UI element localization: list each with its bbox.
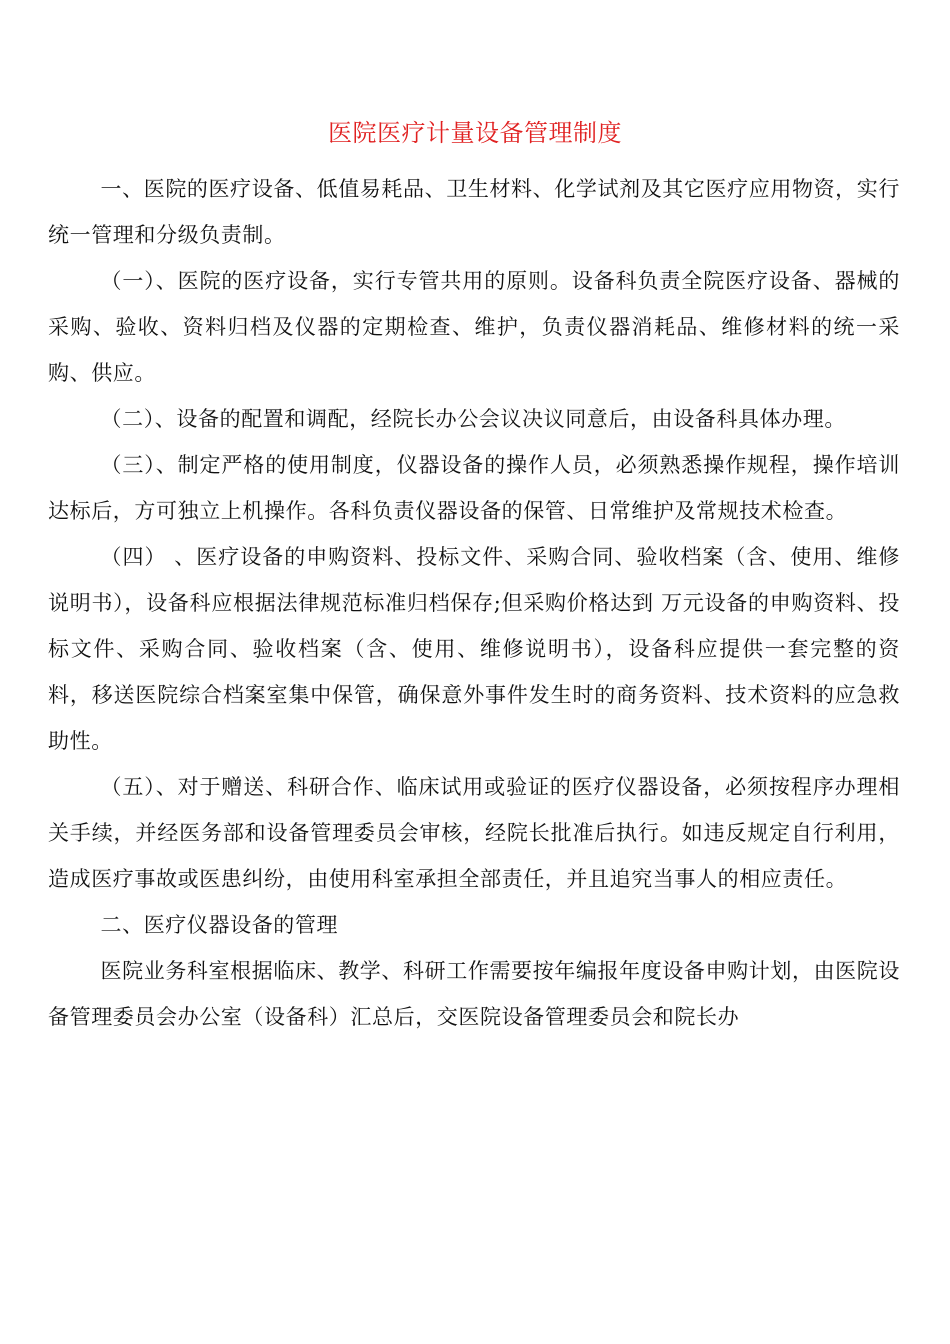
document-body xyxy=(48,166,900,1040)
paragraph-section-2-heading: 二、医疗仪器设备的管理 xyxy=(100,913,339,937)
paragraph-item-3: （三）、制定严格的使用制度，仪器设备的操作人员，必须熟悉操作规程，操作培训达标后，方可独立上机操作。各科负责仪器设备的保管、日常维护及常规技术检查。 xyxy=(48,453,900,523)
paragraph-item-4: （四） 、医疗设备的申购资料、投标文件、采购合同、验收档案（含、使用、维修说明书），设备科应根据法律规范标准归档保存;但采购价格达到 万元设备的申购资料、投标文件、采购合同、验收档案（含、使用、维修说明书），设备科应提供一套完整的资料，移送医院综合档案室集中保管，确保意外事件发生时的商务资料、技术资料的应急救助性。 xyxy=(48,545,900,753)
paragraph-section-2-body: 医院业务科室根据临床、教学、科研工作需要按年编报年度设备申购计划，由医院设备管理委员会办公室（设备科）汇总后，交医院设备管理委员会和院长办 xyxy=(48,959,900,1029)
paragraph-item-2: （二）、设备的配置和调配，经院长办公会议决议同意后，由设备科具体办理。 xyxy=(100,407,846,431)
paragraph-item-5: （五）、对于赠送、科研合作、临床试用或验证的医疗仪器设备，必须按程序办理相关手续，并经医务部和设备管理委员会审核，经院长批准后执行。如违反规定自行利用，造成医疗事故或医患纠纷，由使用科室承担全部责任，并且追究当事人的相应责任。 xyxy=(48,775,900,891)
paragraph-section-1: 一、医院的医疗设备、低值易耗品、卫生材料、化学试剂及其它医疗应用物资，实行统一管理和分级负责制。 xyxy=(48,177,900,247)
paragraph-item-1: （一）、医院的医疗设备，实行专管共用的原则。设备科负责全院医疗设备、器械的采购、验收、资料归档及仪器的定期检查、维护，负责仪器消耗品、维修材料的统一采购、供应。 xyxy=(48,269,900,385)
document-title: 医院医疗计量设备管理制度 xyxy=(328,119,622,147)
